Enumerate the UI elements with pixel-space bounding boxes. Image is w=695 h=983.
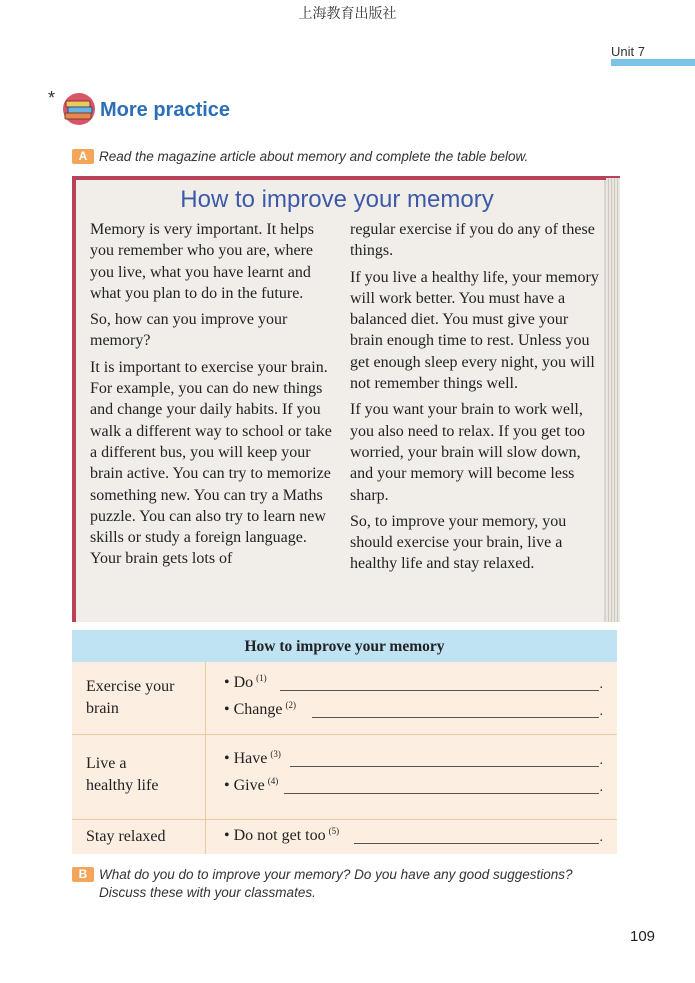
table-item	[224, 749, 603, 771]
item-text: • Give	[224, 777, 265, 794]
article-paragraph: So, to improve your memory, you should exercise your brain, live a healthy life and stay relaxed.	[350, 512, 567, 573]
table-row	[72, 820, 617, 854]
answer-blank-4[interactable]	[284, 793, 599, 794]
answer-blank-5[interactable]	[354, 843, 599, 844]
table-row	[72, 662, 617, 735]
category-line: Exercise your	[86, 678, 175, 695]
table-row	[72, 735, 617, 820]
task-b-text-line2: Discuss these with your classmates.	[99, 885, 316, 900]
article-paragraph: If you want your brain to work well, you also need to relax. If you get too worried, your brain will slow down, and your memory will become less sharp.	[350, 401, 586, 504]
task-b-instruction	[72, 866, 573, 902]
article-paragraph: If you live a healthy life, your memory will work better. You must have a balanced diet. You must give your brain enough time to rest. Unless you get enough sleep every night, you will not remember things well.	[350, 268, 599, 393]
category-line: Live a	[86, 755, 127, 772]
unit-label: Unit 7	[611, 44, 645, 59]
table-item	[224, 673, 603, 695]
task-b-badge: B	[72, 867, 94, 882]
task-a-badge: A	[72, 149, 94, 164]
table-category	[72, 735, 206, 819]
article-paragraph: It is important to exercise your brain. For example, you can do new things and change your daily habits. If you walk a different way to school or take a different bus, you will keep your brain active. You can try to memorize something new. You can try a Maths puzzle. You can also try to learn new skills or study a foreign language. Your brain gets lots of	[90, 358, 332, 568]
item-end: .	[599, 704, 603, 719]
answer-blank-3[interactable]	[290, 766, 599, 767]
category-line: brain	[86, 700, 119, 717]
table-category	[72, 820, 206, 854]
item-end: .	[599, 753, 603, 768]
article-paragraph: Memory is very important. It helps you remember who you are, where you live, what you have learnt and what you plan to do in the future.	[90, 221, 314, 302]
item-number: (2)	[285, 700, 296, 710]
item-end: .	[599, 830, 603, 845]
item-text: • Change	[224, 701, 283, 718]
item-number: (4)	[267, 776, 279, 786]
item-number: (3)	[270, 749, 281, 759]
item-text: • Do	[224, 674, 254, 691]
answer-blank-1[interactable]	[280, 690, 599, 691]
category-line: Stay relaxed	[86, 828, 166, 845]
page-number: 109	[630, 928, 656, 945]
answer-blank-2[interactable]	[312, 717, 599, 718]
article-title: How to improve your memory	[180, 186, 494, 213]
publisher-header: 上海教育出版社	[298, 6, 397, 22]
item-end: .	[599, 677, 603, 692]
memory-table	[72, 630, 617, 854]
item-text: • Have	[224, 750, 268, 767]
article-right-column	[350, 219, 600, 580]
article-left-column	[90, 219, 340, 575]
item-number: (1)	[256, 673, 267, 683]
table-header: How to improve your memory	[72, 630, 617, 662]
asterisk-mark: *	[48, 88, 56, 108]
books-icon	[60, 92, 98, 126]
article-paragraph: So, how can you improve your memory?	[90, 311, 288, 350]
task-a-instruction	[72, 149, 528, 164]
item-text: • Do not get too	[224, 827, 326, 844]
item-end: .	[599, 780, 603, 795]
section-title: More practice	[100, 99, 231, 121]
category-line: healthy life	[86, 777, 159, 794]
table-category	[72, 662, 206, 734]
book-page-edges	[606, 178, 620, 622]
table-item	[224, 700, 603, 722]
article-paragraph: regular exercise if you do any of these things.	[350, 221, 595, 260]
unit-bar	[611, 59, 695, 66]
task-a-text: Read the magazine article about memory and complete the table below.	[99, 149, 529, 164]
item-number: (5)	[328, 826, 340, 836]
table-item	[224, 776, 603, 798]
table-item	[224, 826, 603, 848]
task-b-text-line1: What do you do to improve your memory? Do you have any good suggestions?	[99, 867, 573, 882]
